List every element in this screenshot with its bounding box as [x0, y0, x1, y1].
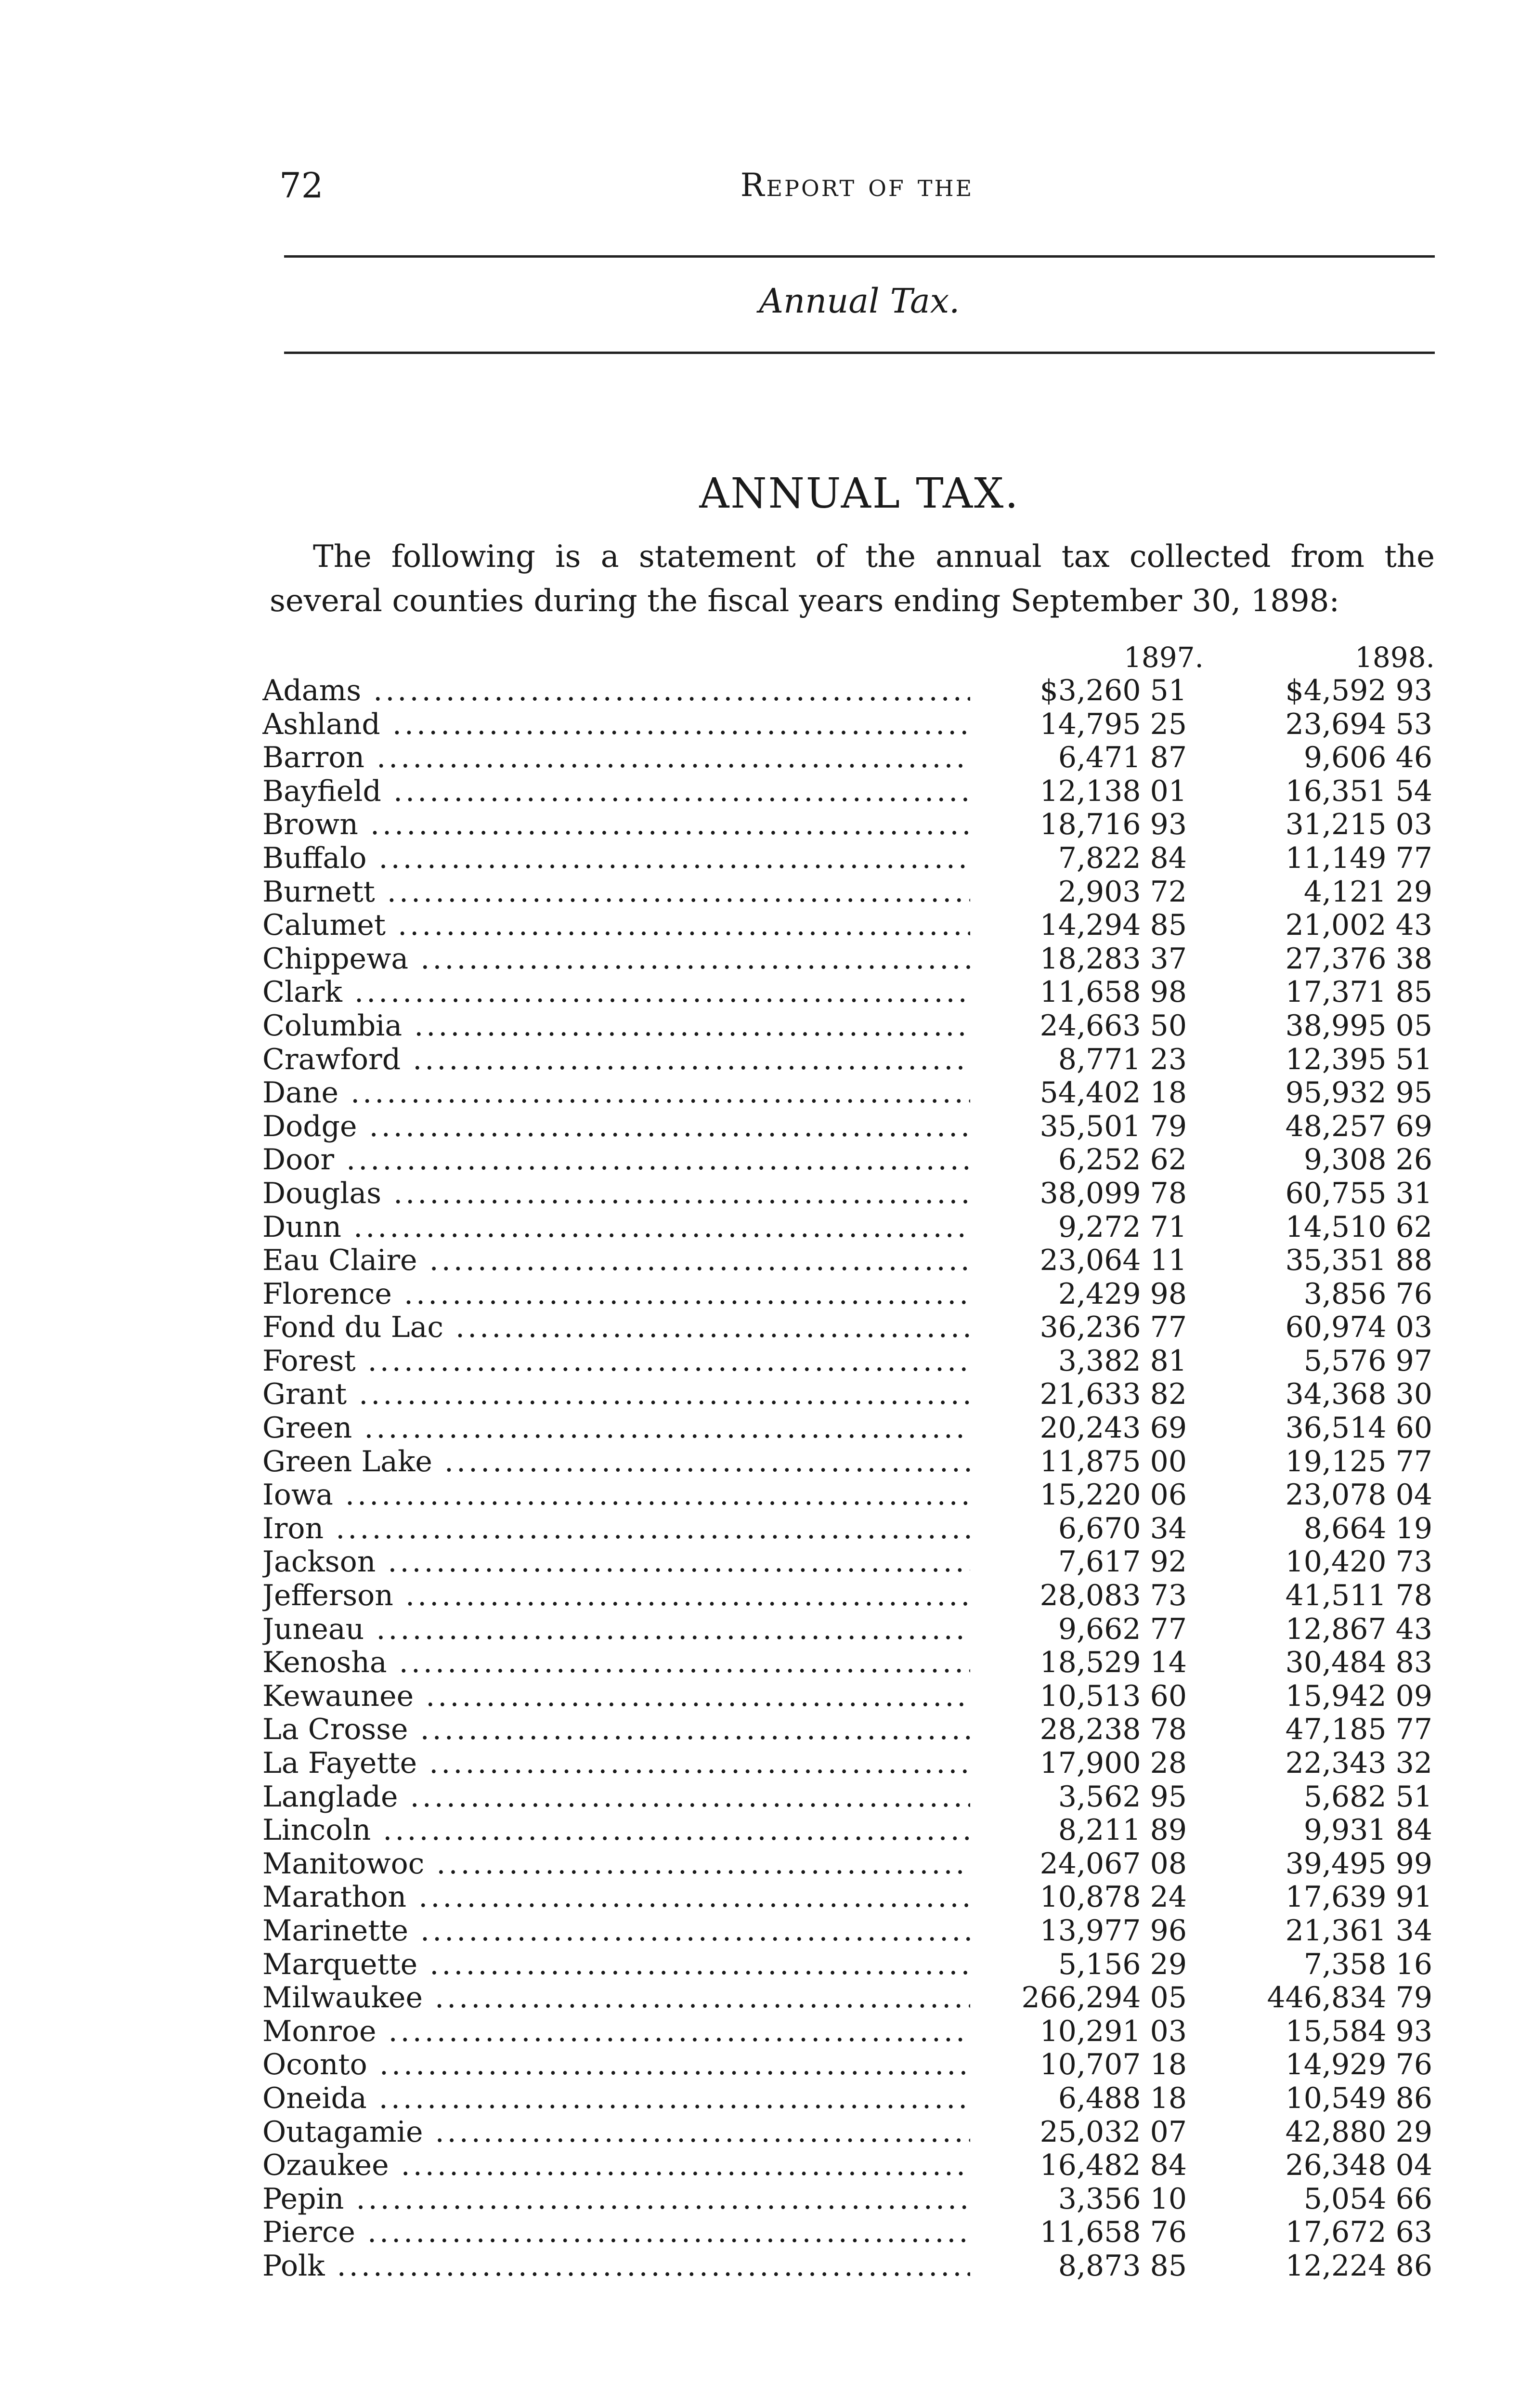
table-row [262, 1076, 1437, 1110]
county-name: Dane ..... [262, 1076, 970, 1110]
table-row [262, 1948, 1437, 1982]
county-name: Dodge ..... [262, 1110, 970, 1144]
tax-1898: 9,308 26 [1303, 1143, 1432, 1177]
tax-1898: 21,002 43 [1285, 908, 1432, 942]
tax-1897: 6,670 34 [1058, 1511, 1187, 1545]
county-name: Calumet ..... [262, 909, 970, 942]
county-name: Eau Claire ..... [262, 1244, 970, 1278]
tax-1897: 2,429 98 [1058, 1277, 1187, 1311]
tax-1898: 3,856 76 [1303, 1277, 1432, 1311]
table-row [262, 775, 1437, 809]
tax-1897: 2,903 72 [1058, 875, 1187, 909]
table-row [262, 1412, 1437, 1445]
tax-1897: 7,822 84 [1058, 841, 1187, 875]
county-name: Oconto ..... [262, 2048, 970, 2082]
county-name: Adams ..... [262, 674, 970, 708]
tax-1898: 47,185 77 [1285, 1713, 1432, 1747]
table-row [262, 2015, 1437, 2049]
county-name: Green Lake ..... [262, 1445, 970, 1479]
tax-1898: 22,343 32 [1285, 1746, 1432, 1780]
county-name: Marinette ..... [262, 1914, 970, 1948]
table-row [262, 1780, 1437, 1814]
tax-1897: 24,067 08 [1039, 1846, 1187, 1881]
tax-1898: 35,351 88 [1285, 1243, 1432, 1278]
county-name: Chippewa ..... [262, 942, 970, 976]
tax-1898: 27,376 38 [1285, 942, 1432, 976]
tax-1897: 5,156 29 [1058, 1947, 1187, 1981]
table-row [262, 842, 1437, 876]
county-name: Forest ..... [262, 1345, 970, 1378]
table-row [262, 674, 1437, 708]
tax-1897: 266,294 05 [1021, 1981, 1187, 2015]
tax-1898: 8,664 19 [1303, 1511, 1432, 1545]
tax-1897: 3,562 95 [1058, 1780, 1187, 1814]
county-name: Monroe ..... [262, 2015, 970, 2049]
table-row [262, 708, 1437, 742]
tax-1897: 10,707 18 [1039, 2048, 1187, 2082]
tax-1898: 17,371 85 [1285, 975, 1432, 1009]
page-number: 72 [279, 165, 324, 206]
tax-1898: 21,361 34 [1285, 1913, 1432, 1948]
table-row [262, 1043, 1437, 1077]
tax-1898: 30,484 83 [1285, 1646, 1432, 1680]
tax-1898: 17,639 91 [1285, 1880, 1432, 1914]
county-name: Columbia ..... [262, 1009, 970, 1043]
tax-1897: 28,238 78 [1039, 1713, 1187, 1747]
section-subtitle: Annual Tax. [759, 281, 960, 321]
county-name: Manitowoc ..... [262, 1847, 970, 1881]
county-name: Oneida ..... [262, 2082, 970, 2116]
tax-1898: 19,125 77 [1285, 1444, 1432, 1479]
county-name: Clark ..... [262, 976, 970, 1009]
county-name: Marathon ..... [262, 1881, 970, 1914]
page-title: ANNUAL TAX. [699, 470, 1020, 518]
tax-1898: 36,514 60 [1285, 1411, 1432, 1445]
page-header [279, 159, 1435, 212]
tax-1898: 446,834 79 [1267, 1981, 1432, 2015]
table-row [262, 1143, 1437, 1177]
tax-1898: 12,867 43 [1285, 1612, 1432, 1646]
column-header-1897: 1897. [1123, 641, 1204, 674]
table-row [262, 976, 1437, 1009]
county-name: Polk ..... [262, 2250, 970, 2283]
header-rule-bottom [284, 352, 1435, 354]
table-row [262, 2250, 1437, 2283]
county-name: Dunn ..... [262, 1211, 970, 1244]
tax-1898: 5,682 51 [1303, 1780, 1432, 1814]
table-row [262, 2183, 1437, 2216]
tax-1897: 17,900 28 [1039, 1746, 1187, 1780]
table-row [262, 1747, 1437, 1780]
tax-1898: 26,348 04 [1285, 2148, 1432, 2183]
tax-1897: 10,291 03 [1039, 2014, 1187, 2048]
tax-1897: 15,220 06 [1039, 1478, 1187, 1512]
tax-1897: 18,716 93 [1039, 808, 1187, 842]
tax-1897: 36,236 77 [1039, 1310, 1187, 1345]
tax-1898: 34,368 30 [1285, 1377, 1432, 1412]
county-name: Ozaukee ..... [262, 2149, 970, 2183]
table-row [262, 942, 1437, 976]
table-row [262, 2216, 1437, 2250]
county-name: Douglas ..... [262, 1177, 970, 1211]
county-name: Pierce ..... [262, 2216, 970, 2250]
tax-1898: 31,215 03 [1285, 808, 1432, 842]
tax-1898: 17,672 63 [1285, 2215, 1432, 2250]
table-row [262, 1311, 1437, 1345]
table-row [262, 1479, 1437, 1512]
county-name: Ashland ..... [262, 708, 970, 742]
tax-1897: 18,529 14 [1039, 1646, 1187, 1680]
county-name: Green ..... [262, 1412, 970, 1445]
tax-1897: 8,211 89 [1058, 1813, 1187, 1847]
table-row [262, 1177, 1437, 1211]
county-name: Langlade ..... [262, 1780, 970, 1814]
county-name: Marquette ..... [262, 1948, 970, 1982]
tax-1898: 42,880 29 [1285, 2115, 1432, 2149]
tax-1898: 10,420 73 [1285, 1545, 1432, 1579]
tax-1898: 10,549 86 [1285, 2081, 1432, 2115]
tax-1898: 12,224 86 [1285, 2249, 1432, 2283]
table-row [262, 1378, 1437, 1412]
table-row [262, 1345, 1437, 1378]
county-name: Crawford ..... [262, 1043, 970, 1077]
table-row [262, 1211, 1437, 1244]
tax-1898: 41,511 78 [1285, 1579, 1432, 1613]
tax-1898: 95,932 95 [1285, 1076, 1432, 1110]
table-row [262, 1445, 1437, 1479]
tax-1897: 38,099 78 [1039, 1176, 1187, 1210]
tax-1897: 8,771 23 [1058, 1042, 1187, 1076]
tax-1898: 5,576 97 [1303, 1344, 1432, 1378]
table-row [262, 2116, 1437, 2149]
tax-1898: 9,606 46 [1303, 741, 1432, 775]
tax-1897: 25,032 07 [1039, 2115, 1187, 2149]
table-row [262, 1613, 1437, 1647]
tax-1897: 6,471 87 [1058, 741, 1187, 775]
running-head: Report of the [740, 167, 974, 204]
tax-1897: 8,873 85 [1058, 2249, 1187, 2283]
tax-1897: 9,662 77 [1058, 1612, 1187, 1646]
county-name: Bayfield ..... [262, 775, 970, 809]
table-row [262, 1579, 1437, 1613]
tax-1897: 11,658 76 [1039, 2215, 1187, 2250]
tax-1897: 16,482 84 [1039, 2148, 1187, 2183]
county-name: Iowa ..... [262, 1479, 970, 1512]
tax-1898: 7,358 16 [1303, 1947, 1432, 1981]
tax-1898: 15,584 93 [1285, 2014, 1432, 2048]
table-row [262, 1814, 1437, 1847]
table-row [262, 2082, 1437, 2116]
county-name: Grant ..... [262, 1378, 970, 1412]
table-row [262, 1009, 1437, 1043]
table-row [262, 808, 1437, 842]
tax-1898: 60,974 03 [1285, 1310, 1432, 1345]
tax-1898: 39,495 99 [1285, 1846, 1432, 1881]
tax-1897: 3,356 10 [1058, 2182, 1187, 2216]
tax-1898: 23,694 53 [1285, 707, 1432, 741]
tax-1897: 13,977 96 [1039, 1913, 1187, 1948]
tax-1897: 14,294 85 [1039, 908, 1187, 942]
table-row [262, 1914, 1437, 1948]
tax-1898: 9,931 84 [1303, 1813, 1432, 1847]
tax-table [262, 674, 1437, 2283]
table-row [262, 1881, 1437, 1914]
county-name: Florence ..... [262, 1278, 970, 1311]
tax-1898: 11,149 77 [1285, 841, 1432, 875]
tax-1897: 35,501 79 [1039, 1109, 1187, 1143]
county-name: Pepin ..... [262, 2183, 970, 2216]
county-name: Lincoln ..... [262, 1814, 970, 1847]
county-name: Door ..... [262, 1143, 970, 1177]
tax-1898: $4,592 93 [1285, 674, 1432, 707]
county-name: Barron ..... [262, 741, 970, 775]
tax-1898: 38,995 05 [1285, 1008, 1432, 1043]
table-row [262, 876, 1437, 909]
tax-1898: 15,942 09 [1285, 1679, 1432, 1713]
county-name: Milwaukee ..... [262, 1981, 970, 2015]
table-row [262, 1981, 1437, 2015]
tax-1897: 12,138 01 [1039, 774, 1187, 808]
table-row [262, 1847, 1437, 1881]
tax-1897: 9,272 71 [1058, 1210, 1187, 1244]
tax-1897: 6,252 62 [1058, 1143, 1187, 1177]
table-row [262, 1110, 1437, 1144]
tax-1897: 11,875 00 [1039, 1444, 1187, 1479]
table-row [262, 1278, 1437, 1311]
county-name: Jackson ..... [262, 1545, 970, 1579]
intro-paragraph: The following is a statement of the annual tax collected from the several counties during the fiscal years ending September 30, 1898: [270, 539, 1435, 619]
table-row [262, 909, 1437, 942]
tax-1897: 20,243 69 [1039, 1411, 1187, 1445]
tax-1897: $3,260 51 [1039, 674, 1187, 707]
table-row [262, 1680, 1437, 1714]
tax-1897: 18,283 37 [1039, 942, 1187, 976]
tax-1897: 14,795 25 [1039, 707, 1187, 741]
tax-1898: 14,510 62 [1285, 1210, 1432, 1244]
header-rule-top [284, 255, 1435, 258]
tax-1897: 6,488 18 [1058, 2081, 1187, 2115]
tax-1898: 12,395 51 [1285, 1042, 1432, 1076]
county-name: Kenosha ..... [262, 1646, 970, 1680]
county-name: Outagamie ..... [262, 2116, 970, 2149]
tax-1898: 16,351 54 [1285, 774, 1432, 808]
table-row [262, 2149, 1437, 2183]
tax-1898: 60,755 31 [1285, 1176, 1432, 1210]
county-name: La Fayette ..... [262, 1747, 970, 1780]
tax-1898: 14,929 76 [1285, 2048, 1432, 2082]
tax-1897: 24,663 50 [1039, 1008, 1187, 1043]
tax-1897: 23,064 11 [1039, 1243, 1187, 1278]
column-header-1898: 1898. [1354, 641, 1435, 674]
county-name: Jefferson ..... [262, 1579, 970, 1613]
tax-1897: 28,083 73 [1039, 1579, 1187, 1613]
county-name: La Crosse ..... [262, 1713, 970, 1747]
table-row [262, 1512, 1437, 1546]
county-name: Iron ..... [262, 1512, 970, 1546]
county-name: Fond du Lac ..... [262, 1311, 970, 1345]
county-name: Brown ..... [262, 808, 970, 842]
table-row [262, 1545, 1437, 1579]
table-row [262, 1244, 1437, 1278]
tax-1898: 4,121 29 [1303, 875, 1432, 909]
county-name: Juneau ..... [262, 1613, 970, 1647]
tax-1898: 48,257 69 [1285, 1109, 1432, 1143]
county-name: Kewaunee ..... [262, 1680, 970, 1714]
tax-1897: 21,633 82 [1039, 1377, 1187, 1412]
tax-1897: 3,382 81 [1058, 1344, 1187, 1378]
table-row [262, 1713, 1437, 1747]
table-row [262, 741, 1437, 775]
table-row [262, 2048, 1437, 2082]
county-name: Burnett ..... [262, 876, 970, 909]
tax-1898: 23,078 04 [1285, 1478, 1432, 1512]
tax-1897: 10,878 24 [1039, 1880, 1187, 1914]
tax-1897: 10,513 60 [1039, 1679, 1187, 1713]
tax-1897: 11,658 98 [1039, 975, 1187, 1009]
county-name: Buffalo ..... [262, 842, 970, 876]
tax-1897: 54,402 18 [1039, 1076, 1187, 1110]
tax-1898: 5,054 66 [1303, 2182, 1432, 2216]
tax-1897: 7,617 92 [1058, 1545, 1187, 1579]
table-row [262, 1646, 1437, 1680]
